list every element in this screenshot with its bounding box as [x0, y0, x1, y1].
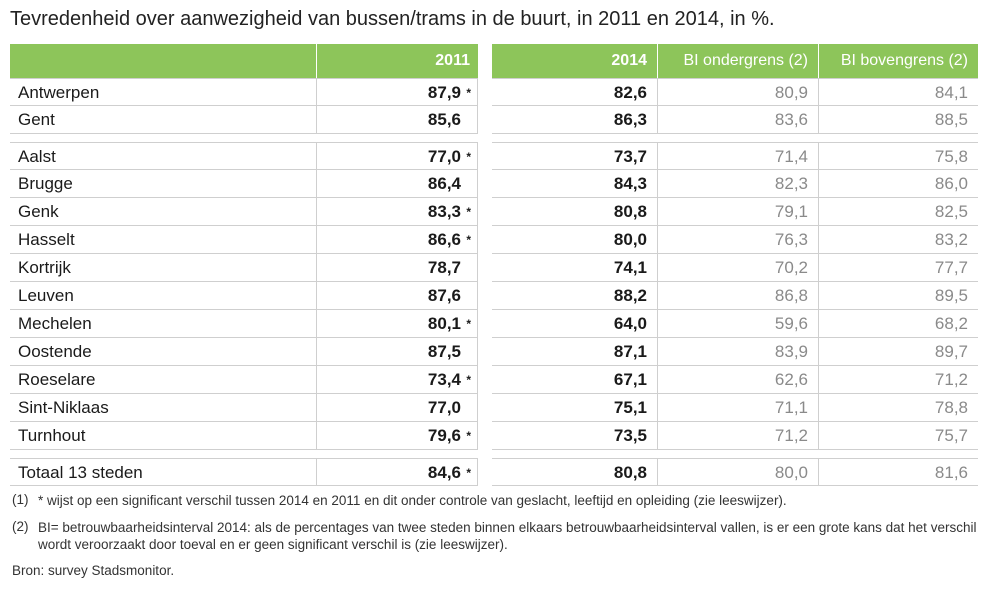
significance-marker: * [466, 466, 471, 480]
ci-upper: 88,5 [819, 106, 978, 134]
header-upper-bound: BI bovengrens (2) [819, 44, 978, 78]
table-row [10, 366, 992, 394]
ci-upper: 75,8 [819, 142, 978, 170]
value-2014: 88,2 [492, 282, 658, 310]
value-2011: 87,5 [317, 338, 478, 366]
value-2011: 87,9 * [317, 78, 478, 106]
value-2011: 87,6 [317, 282, 478, 310]
ci-lower: 71,1 [658, 394, 819, 422]
value-2014: 64,0 [492, 310, 658, 338]
city-name: Sint-Niklaas [10, 394, 317, 422]
value-2011: 84,6 * [317, 458, 478, 486]
value-2011: 86,6 * [317, 226, 478, 254]
ci-upper: 84,1 [819, 78, 978, 106]
significance-marker: * [466, 429, 471, 443]
significance-marker: * [466, 317, 471, 331]
header-lower-bound: BI ondergrens (2) [658, 44, 819, 78]
value-2014: 87,1 [492, 338, 658, 366]
value-2014: 67,1 [492, 366, 658, 394]
table-row [10, 458, 992, 486]
value-2014: 80,0 [492, 226, 658, 254]
value-2014: 86,3 [492, 106, 658, 134]
ci-lower: 86,8 [658, 282, 819, 310]
table-row [10, 170, 992, 198]
ci-lower: 83,9 [658, 338, 819, 366]
ci-lower: 59,6 [658, 310, 819, 338]
ci-upper: 81,6 [819, 458, 978, 486]
ci-upper: 75,7 [819, 422, 978, 450]
ci-lower: 79,1 [658, 198, 819, 226]
ci-upper: 83,2 [819, 226, 978, 254]
table-row [10, 338, 992, 366]
ci-upper: 82,5 [819, 198, 978, 226]
table-row [10, 106, 992, 134]
city-name: Mechelen [10, 310, 317, 338]
value-2014: 80,8 [492, 458, 658, 486]
header-2011: 2011 [317, 44, 478, 78]
header-2014: 2014 [492, 44, 658, 78]
city-name: Totaal 13 steden [10, 458, 317, 486]
city-name: Kortrijk [10, 254, 317, 282]
value-2011: 77,0 [317, 394, 478, 422]
table-header [10, 44, 992, 78]
table-row [10, 310, 992, 338]
ci-upper: 89,5 [819, 282, 978, 310]
city-name: Gent [10, 106, 317, 134]
table-row [10, 142, 992, 170]
value-2011: 85,6 [317, 106, 478, 134]
value-2014: 84,3 [492, 170, 658, 198]
value-2014: 75,1 [492, 394, 658, 422]
table-row [10, 282, 992, 310]
table-row [10, 198, 992, 226]
city-name: Antwerpen [10, 78, 317, 106]
city-name: Turnhout [10, 422, 317, 450]
city-name: Leuven [10, 282, 317, 310]
city-name: Genk [10, 198, 317, 226]
city-name: Hasselt [10, 226, 317, 254]
city-name: Roeselare [10, 366, 317, 394]
value-2011: 80,1 * [317, 310, 478, 338]
value-2011: 86,4 [317, 170, 478, 198]
ci-upper: 77,7 [819, 254, 978, 282]
ci-lower: 83,6 [658, 106, 819, 134]
significance-marker: * [466, 233, 471, 247]
ci-upper: 68,2 [819, 310, 978, 338]
significance-marker: * [466, 373, 471, 387]
city-name: Brugge [10, 170, 317, 198]
ci-lower: 70,2 [658, 254, 819, 282]
ci-upper: 86,0 [819, 170, 978, 198]
city-name: Aalst [10, 142, 317, 170]
significance-marker: * [466, 86, 471, 100]
table-row [10, 78, 992, 106]
table-title: Tevredenheid over aanwezigheid van bussen/trams in de buurt, in 2011 en 2014, in %. [10, 8, 775, 30]
table-row [10, 394, 992, 422]
significance-marker: * [466, 150, 471, 164]
ci-lower: 62,6 [658, 366, 819, 394]
source-note: Bron: survey Stadsmonitor. [12, 563, 175, 578]
city-name: Oostende [10, 338, 317, 366]
ci-upper: 71,2 [819, 366, 978, 394]
ci-lower: 80,9 [658, 78, 819, 106]
value-2011: 78,7 [317, 254, 478, 282]
data-table [10, 44, 992, 486]
ci-upper: 89,7 [819, 338, 978, 366]
ci-upper: 78,8 [819, 394, 978, 422]
value-2014: 80,8 [492, 198, 658, 226]
significance-marker: * [466, 205, 471, 219]
value-2011: 73,4 * [317, 366, 478, 394]
value-2014: 73,7 [492, 142, 658, 170]
ci-lower: 76,3 [658, 226, 819, 254]
table-row [10, 422, 992, 450]
value-2011: 79,6 * [317, 422, 478, 450]
ci-lower: 80,0 [658, 458, 819, 486]
table-row [10, 254, 992, 282]
value-2014: 73,5 [492, 422, 658, 450]
ci-lower: 71,4 [658, 142, 819, 170]
ci-lower: 71,2 [658, 422, 819, 450]
ci-lower: 82,3 [658, 170, 819, 198]
header-city [10, 44, 317, 78]
value-2011: 83,3 * [317, 198, 478, 226]
value-2011: 77,0 * [317, 142, 478, 170]
value-2014: 74,1 [492, 254, 658, 282]
table-row [10, 226, 992, 254]
value-2014: 82,6 [492, 78, 658, 106]
